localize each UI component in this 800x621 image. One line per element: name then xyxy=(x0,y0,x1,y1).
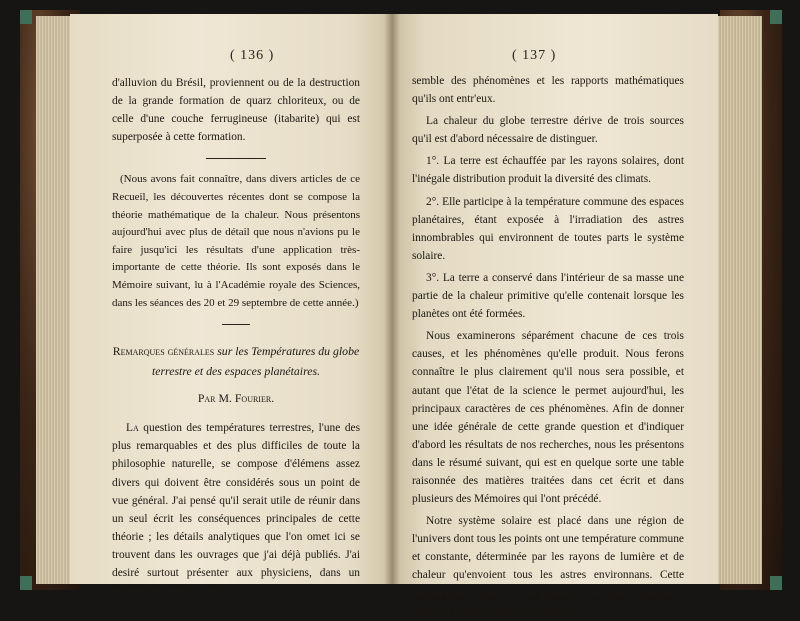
cover-corner-bottom-right xyxy=(770,576,782,590)
paragraph: 2°. Elle participe à la température commune des espaces planétaires, étant exposée à l'irradiation des astres innombrables qui environnent de toutes parts le système solaire. xyxy=(412,195,684,262)
paragraph: 1°. La terre est échauffée par les rayons solaires, dont l'inégale distribution produit la diversité des climats. xyxy=(412,155,684,186)
paragraph: La chaleur du globe terrestre dérive de trois sources qu'il est d'abord nécessaire de distinguer. xyxy=(412,115,684,146)
continuation-paragraph: d'alluvion du Brésil, proviennent ou de la destruction de la grande formation de quarz chloriteux, ou de celle d'une couche ferrugineuse (itabarite) qui est superposée à cette formation. xyxy=(112,77,360,144)
left-page-text xyxy=(112,74,360,600)
section-rule xyxy=(206,158,266,159)
cover-corner-top-left xyxy=(20,10,32,24)
page-number: ( 137 ) xyxy=(512,48,557,63)
right-page-text xyxy=(412,72,684,621)
article-author: Par M. Fourier. xyxy=(197,391,275,406)
paragraph: Notre système solaire est placé dans une région de l'univers dont tous les points ont une température commune et constante, déterminée par les rayons de lumière et de chaleur qu'envoient tous les astres environnans. Cette température froide du ciel planétaire est peu inférieure à celle des régions polaires du globe ter- xyxy=(412,515,684,618)
page-edges-right xyxy=(712,16,762,584)
editor-note: (Nous avons fait connaître, dans divers articles de ce Recueil, les découvertes récentes dont se compose la théorie mathématique de la chaleur. Nous présentons aujourd'hui avec plus de détail que nous n'avions pu le faire jusqu'ici les résultats d'une application très-importante de cette théorie. Ils sont exposés dans le Mémoire suivant, lu à l'Académie royale des Sciences, dans les séances des 20 et 29 septembre de cette année.) xyxy=(112,173,360,309)
intro-text: question des températures terrestres, l'une des plus remarquables et des plus difficiles de toute la philosophie naturelle, se compose d'élémens assez divers qui doivent être considérés sous un point de vue général. J'ai pensé qu'il serait utile de réunir dans un seul écrit les conséquences principales de cette théorie ; les détails analytiques que l'on omet ici se trouvent dans les ouvrages que j'ai déjà publiés. J'ai desiré surtout présenter aux physiciens, dans un tableau peu étendu, l'en- xyxy=(112,422,361,598)
page-number: ( 136 ) xyxy=(230,48,275,63)
paragraph: semble des phénomènes et les rapports mathématiques qu'ils ont entr'eux. xyxy=(412,75,684,106)
paragraph: 3°. La terre a conservé dans l'intérieur de sa masse une partie de la chaleur primitive qu'elle contenait lorsque les planètes ont été formées. xyxy=(412,271,684,321)
article-title-smallcaps: Remarques générales xyxy=(112,344,215,359)
article-title xyxy=(112,341,360,381)
left-page xyxy=(70,14,392,598)
article-title-italic: sur les Températures du globe terrestre et des espaces planétaires. xyxy=(151,344,360,379)
intro-first-word: La xyxy=(126,422,139,435)
right-page xyxy=(392,14,718,618)
cover-corner-bottom-left xyxy=(20,576,32,590)
intro-paragraph xyxy=(112,419,360,600)
paragraph: Nous examinerons séparément chacune de ces trois causes, et les phénomènes qu'elle produit. Nous ferons connaître le plus clairement qu'il nous sera possible, et autant que l'état de la science le permet aujourd'hui, les principaux caractères de ces phénomènes. Afin de donner une idée générale de cette grande question et d'indiquer d'abord les résultats de nos recherches, nous les présentons dans le résumé suivant, qui est en quelque sorte une table raisonnée des matières traitées dans cet écrit et dans plusieurs des Mémoires qui l'ont précédé. xyxy=(412,330,684,506)
book-gutter xyxy=(384,14,400,584)
short-rule xyxy=(222,324,250,325)
cover-corner-top-right xyxy=(770,10,782,24)
